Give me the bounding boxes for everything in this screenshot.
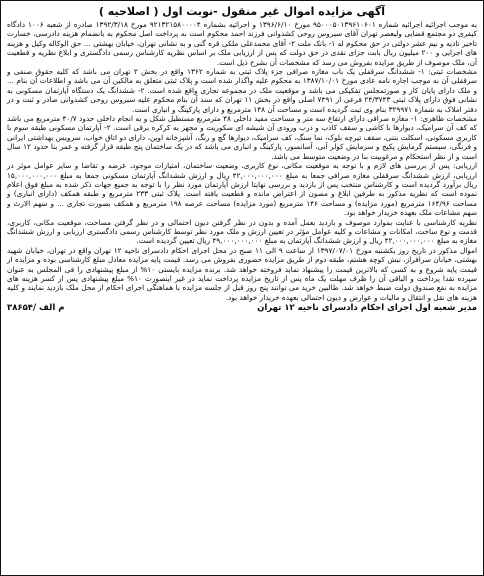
- notice-paragraph-2: مشخصات ثبتی: ۱- ششدانگ سرقفلی یک باب مغازه صرافی جزء پلاک ثبتی به شماره ۱۳۶۲ واقع در بخش ۲ تهران می باشد که کلیه حقوق صنفی و سرقفلی آن به موجب اجاره نامه عادی مورخ ۱۳۸۷/۱۰/۰۱ به محکوم علیه واگذار شده است و پلاک ثبتی متعلق به مالکین آن می باشد و اطلاعات آن بنام ... و ملک دارای پایان کار و صورتمجلس تفکیکی می باشد و موقعیت ملک در مجموعه تجاری واقع شده است. ۲- ششدانگ یک دستگاه آپارتمان مسکونی به نشانی فوق دارای پلاک ثبتی ۲۴/۳۷۴۳ فرعی از ۷۴۹۱ اصلی واقع در بخش ۱۱ تهران که سند آن بنام محکوم علیه سیروس روحی کشدوانی صادر و ثبت و در دفتر املاک به شماره ۳۲۹۹۷۱ بنام وی ثبت گردیده است و مساحت آن ۱۴۸ مترمربع و دارای پارکینگ و انباری است.: [7, 67, 477, 114]
- signature-text: مدیر شعبه اول اجرای احکام دادسرای ناحیه ۱۲ تهران: [257, 303, 477, 314]
- signature-line: [7, 302, 477, 314]
- notice-paragraph-6: اموال مذکور در تاریخ روز یکشنبه مورخ ۱۳۹۷/۰۷/۰۱ از ساعت ۹ الی ۱۱ صبح در محل اجرای احکام دادسرای ناحیه ۱۲ تهران واقع در تهران، خیابان شهید بهشتی، خیابان سرافراز، نبش کوچه هشتم، طبقه دوم از طریق مزایده حضوری بفروش می رسد. قیمت پایه مزایده معادل مبلغ کارشناسی بوده و مزایده از قیمت پایه شروع و به کسی که بالاترین قیمت را پیشنهاد نماید فروخته خواهد شد. برنده مزایده بایستی ۱۰% از مبلغ پیشنهادی را فی المجلس به عنوان سپرده نقدا پرداخت و الباقی آن را ظرف مهلت یک ماه پس از تاریخ مزایده پرداخت نماید در غیر اینصورت ۱۰% مبلغ پیشنهادی پس از کسر هزینه های مزایده به نفع صندوق دولت ضبط خواهد شد. طالبین خرید می توانند پنج روز قبل از جلسه مزایده با هماهنگی اجرای احکام از محل ملک بازدید نمایند و کلیه هزینه های نقل و انتقال و مالیات و عوارض و دیون احتمالی بعهده خریدار خواهد بود.: [7, 245, 477, 302]
- notice-paragraph-5: نظریه کارشناسی با عنایت بموارد موصوف و بازدید بعمل آمده و بدون در نظر گرفتن دیون احتمالی و در نظر گرفتن مساحت، موقعیت مکانی، کاربری، قدمت و نوع ساخت، امکانات و مشاعات و کلیه عوامل مؤثر در تعیین ارزش و ملک مورد نظر توسط کارشناس رسمی دادگستری ارزیابی و ارزش ششدانگ مغازه به مبلغ ۴۲,۰۰۰,۰۰۰,۰۰۰ ریال و ارزش ششدانگ آپارتمان به مبلغ ۴۹,۰۰۰,۰۰۰,۰۰۰ ریال تعیین گردیده است.: [7, 217, 477, 246]
- reference-number: ۳۸۶۵۴/ م الف: [7, 303, 65, 314]
- notice-paragraph-1: به موجب اجرائیه اجرائیه شماره ۹۵۰۰۰۵۰۱۳۹۶۱۰۶۰۱ مورخ ۱۳۹۶/۶/۱۰ و اجرائیه بشماره ۹۲۱۳۲۱۵۸۰۰۰۰۴ مورخ ۱۳۹۲/۳/۱۸ صادره از شعبه ۱۰۰۶ دادگاه کیفری دو مجتمع قضایی ولیعصر تهران آقای سیروس روحی کشدوانی فرزند احمد محکوم است به پرداخت اصل محکوم به بانضمام هزینه دادرسی، خسارت تاخیر تادیه و نیم عشر دولتی در حق محکوم له ۱- بانک ملت ۲- آقای محمدعلی ملکی قره گنی و به نشانی تهران، خیابان بهشتی ... حق الوکاله وکیل و هزینه های اجرایی و ۲۰۰ میلیون ریال بابت جزای نقدی در حق دولت که پس از ارزیابی ملک بر اساس نظریه کارشناس رسمی دادگستری و ابلاغ نظریه و قطعیت آن، ملک موصوف از طریق مزایده بفروش می رسد که مشخصات آن بشرح ذیل است.: [7, 20, 477, 67]
- notice-paragraph-3: مشخصات ظاهری: ۱- مغازه صرافی دارای ارتفاع سه متر و مساحت مفید داخلی ۴۸ مترمربع مستطیل شکل و به انجام داخلی حدود ۴۰/۷ مترمربع می باشد که کف آن سرامیک، دیوارها با کاشی و سقف کاذب و درب ورودی آن شیشه ای سکوریت و مجهز به کرکره برقی است. ۲- آپارتمان مسکونی طبقه سوم با کاربری مسکونی، اسکلت بتنی، سقف تیرچه بلوک، نما سنگ، کف سرامیک، دیوارها گچ و رنگ، آشپزخانه اوپن، دارای دو اتاق خواب، سرویس بهداشتی ایرانی و فرنگی، سیستم گرمایش پکیج و سرمایش کولر آبی، آسانسور، پارکینگ و انباری می باشد که در یک ساختمان پنج طبقه قرار گرفته و عمر بنا حدود ۱۲ سال است و از نظر استحکام و مرغوبیت بنا در وضعیت متوسط می باشد.: [7, 114, 478, 161]
- notice-paragraph-4: ارزیابی: پس از بررسی های لازم و با توجه به موقعیت مکانی، نوع کاربری، وضعیت ساختمان، امتیازات موجود، عرضه و تقاضا و سایر عوامل موثر در ارزیابی، ارزش ششدانگ سرقفلی مغازه صرافی جمعا به مبلغ ۴۲,۰۰۰,۰۰۰,۰۰۰ ریال و ارزش ششدانگ آپارتمان مسکونی جمعا به مبلغ ۱۵,۰۰۰,۰۰۰,۰۰۰ ریال برآورد گردیده است و کارشناس منتخب پس از بازدید و بررسی نهایتا ارزش آپارتمان مورد نظر را با توجه به جمیع جهات ذکر شده به مبلغ فوق اعلام نموده است که نظریه مذکور به طرفین ابلاغ و مصون از اعتراض مانده و قطعیت یافته است. پلاک ثبتی ۲۳۳ مترمربع و طبقه همکف (دارای انباری) و مساحت ۱۶۴/۹۶ مترمربع (مورد مزایده) و مساحت ۱۴۶ مترمربع (مورد مزایده) مساحت عرصه ۱۹۸ مترمربع و همکف بصورت تجاری ... و سهم الارث و سهم مشاعات ملک بعهده خریدار خواهد بود.: [7, 161, 478, 218]
- notice-title: آگهی مزایده اموال غیر منقول -نوبت اول ( اصلاحیه ): [98, 5, 386, 18]
